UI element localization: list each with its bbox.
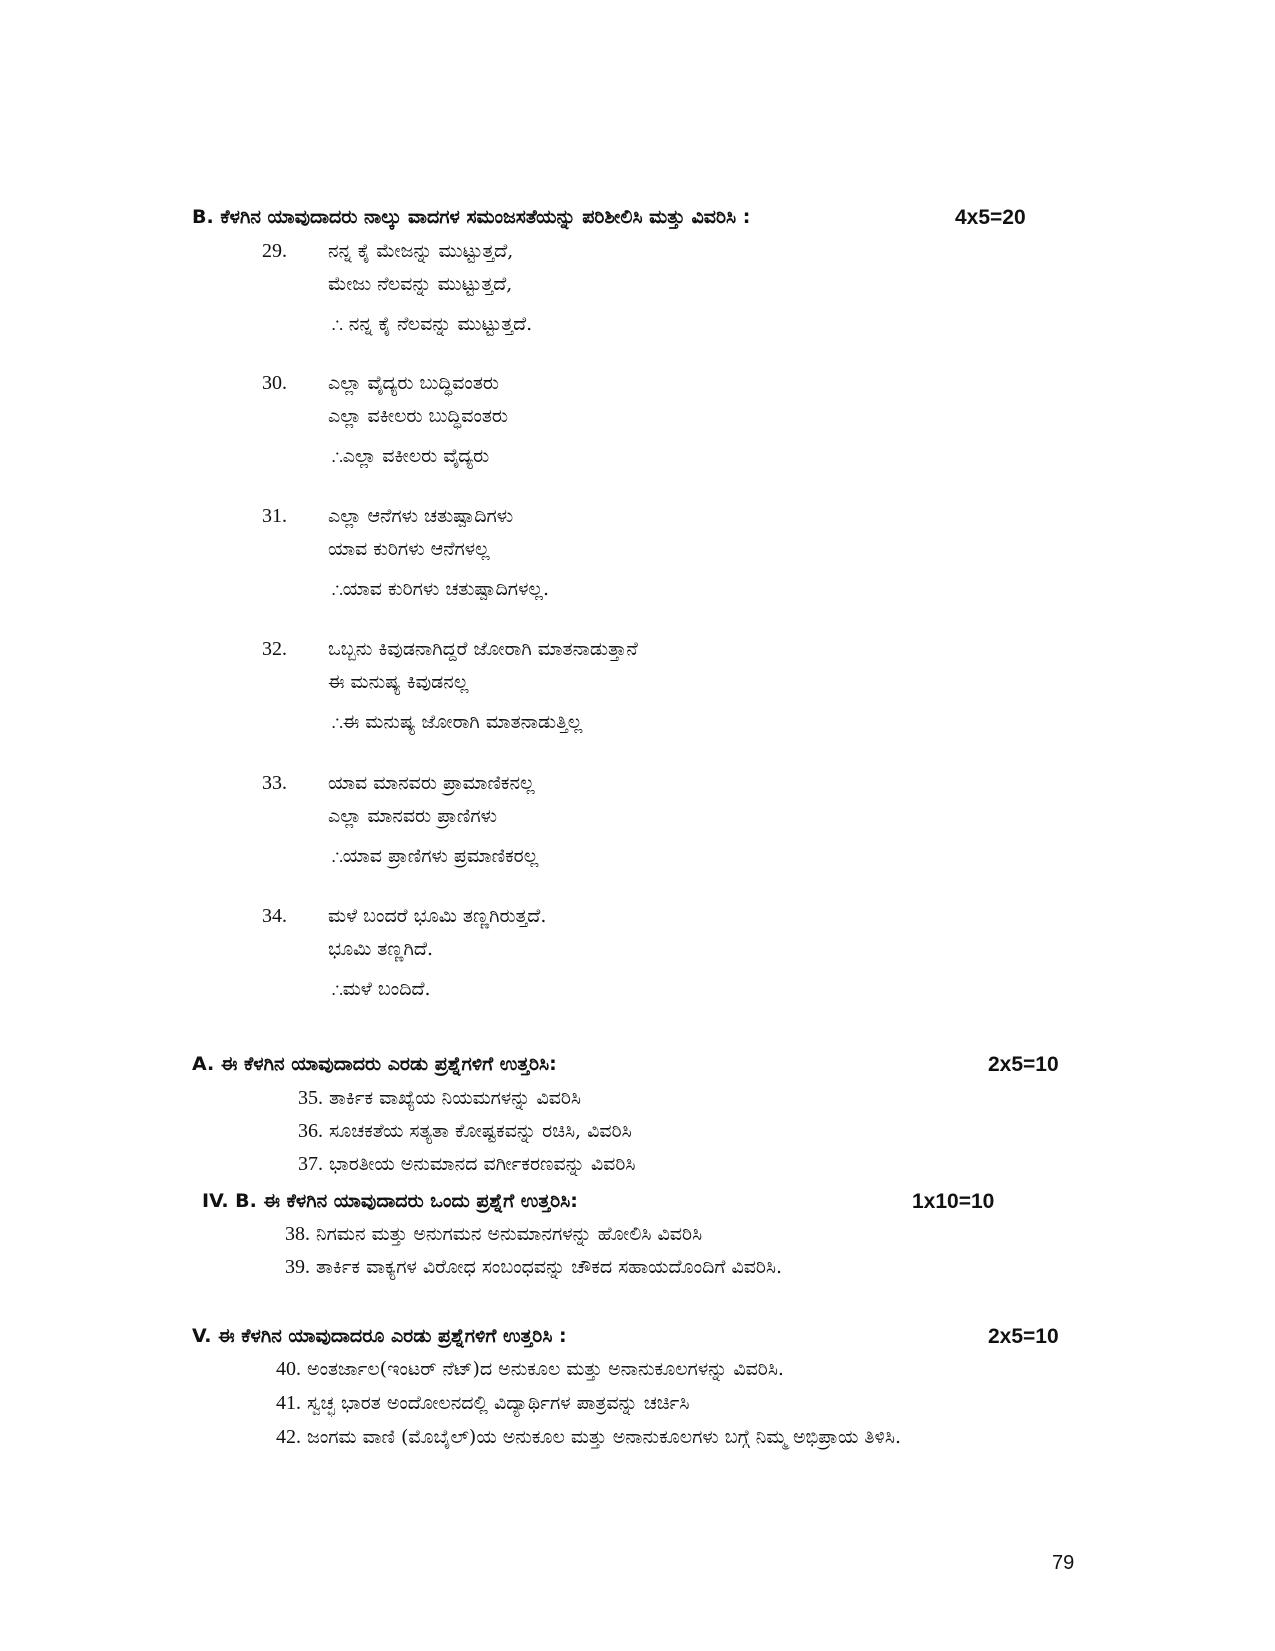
question-37 bbox=[298, 1153, 635, 1176]
premise-1: ನನ್ನ ಕೈ ಮೇಜನ್ನು ಮುಟ್ಟುತ್ತದೆ, bbox=[328, 240, 514, 262]
section-v-marks: 2x5=10 bbox=[988, 1325, 1059, 1348]
question-36 bbox=[298, 1120, 632, 1143]
question-number: 36. bbox=[298, 1120, 323, 1142]
section-ivb-marks: 1x10=10 bbox=[912, 1190, 995, 1213]
question-41 bbox=[276, 1392, 689, 1415]
conclusion: ∴ಈ ಮನುಷ್ಯ ಜೋರಾಗಿ ಮಾತನಾಡುತ್ತಿಲ್ಲ bbox=[332, 711, 583, 733]
question-text: ಅಂತರ್ಜಾಲ(ಇಂಟರ್ ನೆಟ್)ದ ಅನುಕೂಲ ಮತ್ತು ಅನಾನುಕೂಲಗಳನ್ನು ವಿವರಿಸಿ. bbox=[307, 1358, 784, 1380]
section-ivb-title: IV. B. ಈ ಕೆಳಗಿನ ಯಾವುದಾದರು ಒಂದು ಪ್ರಶ್ನೆಗೆ ಉತ್ತರಿಸಿ: bbox=[202, 1190, 578, 1212]
premise-2: ಭೂಮಿ ತಣ್ಣಗಿದೆ. bbox=[328, 938, 433, 960]
premise-1: ಯಾವ ಮಾನವರು ಪ್ರಾಮಾಣಿಕನಲ್ಲ bbox=[328, 772, 535, 794]
page-number: 79 bbox=[1052, 1552, 1075, 1574]
question-39 bbox=[285, 1256, 782, 1279]
question-number: 41. bbox=[276, 1392, 301, 1414]
question-number: 35. bbox=[298, 1087, 323, 1109]
premise-1: ಎಲ್ಲಾ ಆನೆಗಳು ಚತುಷ್ಪಾದಿಗಳು bbox=[328, 505, 514, 527]
question-text: ನಿಗಮನ ಮತ್ತು ಅನುಗಮನ ಅನುಮಾನಗಳನ್ನು ಹೋಲಿಸಿ ವಿವರಿಸಿ bbox=[316, 1223, 703, 1245]
premise-2: ಎಲ್ಲಾ ವಕೀಲರು ಬುದ್ಧಿವಂತರು bbox=[328, 405, 509, 427]
question-42 bbox=[276, 1426, 901, 1449]
argument-number: 29. bbox=[262, 240, 287, 262]
premise-2: ಮೇಜು ನೆಲವನ್ನು ಮುಟ್ಟುತ್ತದೆ, bbox=[328, 273, 513, 295]
conclusion: ∴ಯಾವ ಕುರಿಗಳು ಚತುಷ್ಪಾದಿಗಳಲ್ಲ. bbox=[332, 578, 549, 600]
question-text: ತಾರ್ಕಿಕ ವಾಕ್ಯಗಳ ವಿರೋಧ ಸಂಬಂಧವನ್ನು ಚೌಕದ ಸಹಾಯದೊಂದಿಗೆ ವಿವರಿಸಿ. bbox=[316, 1256, 783, 1278]
section-b-title: B. ಕೆಳಗಿನ ಯಾವುದಾದರು ನಾಲ್ಕು ವಾದಗಳ ಸಮಂಜಸತೆಯನ್ನು ಪರಿಶೀಲಿಸಿ ಮತ್ತು ವಿವರಿಸಿ : bbox=[192, 206, 751, 228]
question-number: 39. bbox=[285, 1256, 310, 1278]
argument-number: 30. bbox=[262, 372, 287, 394]
question-text: ಸ್ವಚ್ಛ ಭಾರತ ಅಂದೋಲನದಲ್ಲಿ ವಿದ್ಯಾರ್ಥಿಗಳ ಪಾತ್ರವನ್ನು ಚರ್ಚಿಸಿ bbox=[307, 1392, 690, 1414]
section-b-marks: 4x5=20 bbox=[955, 206, 1026, 229]
question-number: 37. bbox=[298, 1153, 323, 1175]
question-38 bbox=[285, 1223, 702, 1246]
section-a-title: A. ಈ ಕೆಳಗಿನ ಯಾವುದಾದರು ಎರಡು ಪ್ರಶ್ನೆಗಳಿಗೆ ಉತ್ತರಿಸಿ: bbox=[192, 1053, 557, 1075]
question-text: ಭಾರತೀಯ ಅನುಮಾನದ ವರ್ಗೀಕರಣವನ್ನು ವಿವರಿಸಿ bbox=[329, 1153, 636, 1175]
section-a-marks: 2x5=10 bbox=[988, 1053, 1059, 1076]
question-40 bbox=[276, 1358, 784, 1381]
question-text: ಸೂಚಕತೆಯ ಸತ್ಯತಾ ಕೋಷ್ಟಕವನ್ನು ರಚಿಸಿ, ವಿವರಿಸಿ bbox=[329, 1120, 632, 1142]
question-text: ತಾರ್ಕಿಕ ವಾಖ್ಯೆಯ ನಿಯಮಗಳನ್ನು ವಿವರಿಸಿ bbox=[329, 1087, 582, 1109]
argument-number: 31. bbox=[262, 505, 287, 527]
question-text: ಜಂಗಮ ವಾಣಿ (ಮೊಬೈಲ್)ಯ ಅನುಕೂಲ ಮತ್ತು ಅನಾನುಕೂಲಗಳು ಬಗ್ಗೆ ನಿಮ್ಮ ಅಭಿಪ್ರಾಯ ತಿಳಿಸಿ. bbox=[307, 1426, 901, 1448]
question-35 bbox=[298, 1087, 581, 1110]
argument-number: 32. bbox=[262, 638, 287, 660]
section-v-title: V. ಈ ಕೆಳಗಿನ ಯಾವುದಾದರೂ ಎರಡು ಪ್ರಶ್ನೆಗಳಿಗೆ ಉತ್ತರಿಸಿ : bbox=[192, 1325, 567, 1347]
premise-1: ಎಲ್ಲಾ ವೈದ್ಯರು ಬುದ್ಧಿವಂತರು bbox=[328, 372, 499, 394]
question-number: 38. bbox=[285, 1223, 310, 1245]
premise-2: ಯಾವ ಕುರಿಗಳು ಆನೆಗಳಲ್ಲ bbox=[328, 538, 490, 560]
argument-number: 34. bbox=[262, 905, 287, 927]
question-number: 40. bbox=[276, 1358, 301, 1380]
question-number: 42. bbox=[276, 1426, 301, 1448]
premise-2: ಈ ಮನುಷ್ಯ ಕಿವುಡನಲ್ಲ bbox=[328, 671, 469, 693]
premise-1: ಮಳೆ ಬಂದರೆ ಭೂಮಿ ತಣ್ಣಗಿರುತ್ತದೆ. bbox=[328, 905, 547, 927]
conclusion: ∴ಎಲ್ಲಾ ವಕೀಲರು ವೈದ್ಯರು bbox=[332, 445, 490, 467]
premise-2: ಎಲ್ಲಾ ಮಾನವರು ಪ್ರಾಣಿಗಳು bbox=[328, 805, 498, 827]
conclusion: ∴ ನನ್ನ ಕೈ ನೆಲವನ್ನು ಮುಟ್ಟುತ್ತದೆ. bbox=[332, 313, 533, 335]
conclusion: ∴ಮಳೆ ಬಂದಿದೆ. bbox=[332, 978, 431, 1000]
conclusion: ∴ಯಾವ ಪ್ರಾಣಿಗಳು ಪ್ರಮಾಣಿಕರಲ್ಲ bbox=[332, 845, 539, 867]
premise-1: ಒಬ್ಬನು ಕಿವುಡನಾಗಿದ್ದರೆ ಜೋರಾಗಿ ಮಾತನಾಡುತ್ತಾನೆ bbox=[328, 638, 638, 660]
argument-number: 33. bbox=[262, 772, 287, 794]
